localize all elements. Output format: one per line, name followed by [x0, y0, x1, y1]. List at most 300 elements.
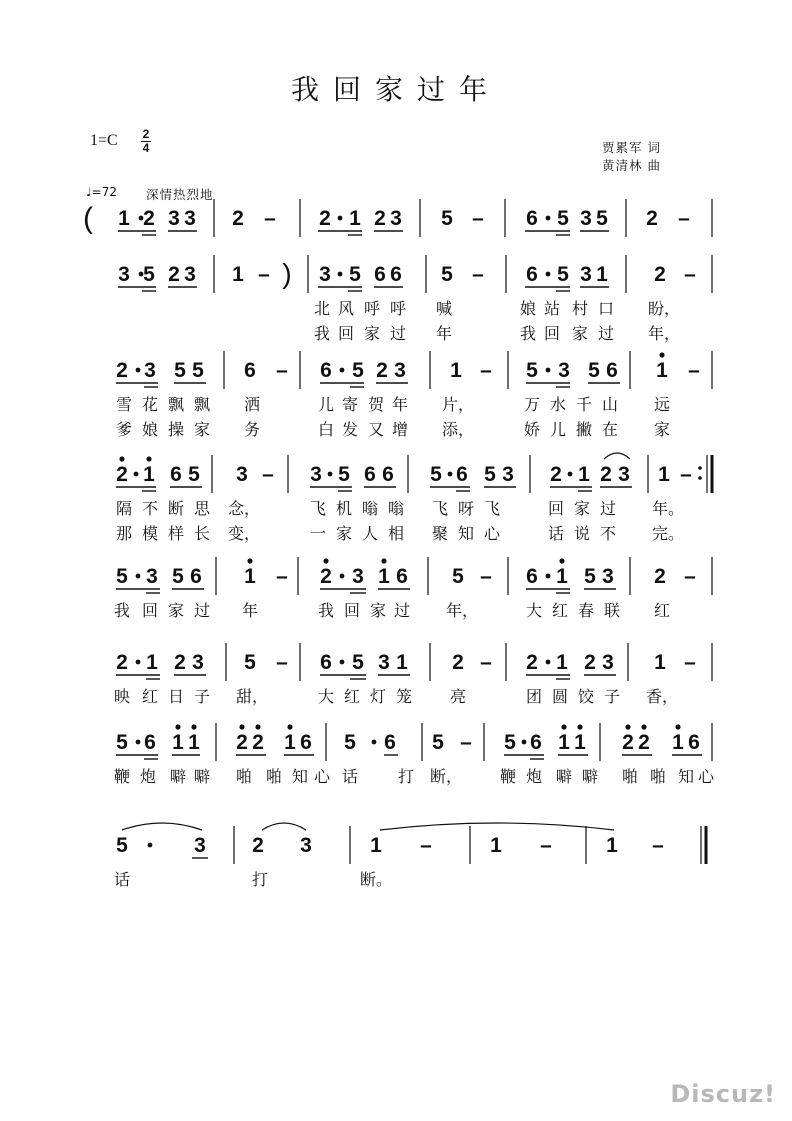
note: 1 [672, 731, 684, 754]
composer-credit: 黄清林 曲 [602, 158, 661, 173]
lyricist-credit: 贾累军 词 [602, 140, 661, 155]
lyric-syllable: 千 [575, 395, 593, 414]
note: 2 [116, 359, 128, 382]
lyric-syllable: 噼 [555, 767, 573, 786]
lyric-syllable: 映 [113, 687, 131, 706]
sustain-dash: – [264, 207, 276, 230]
lyric-syllable: 盼， [647, 299, 681, 318]
lyric-syllable: 回 [337, 324, 355, 343]
note: 5 [352, 359, 364, 382]
sustain-dash: – [652, 834, 664, 857]
lyric-syllable: 红 [653, 601, 671, 620]
lyric-syllable: 话 [341, 767, 359, 786]
note: 5 [344, 731, 356, 754]
augmentation-dot [546, 216, 551, 221]
note: 3 [558, 359, 570, 382]
lyric-syllable: 圆 [551, 687, 569, 706]
note: 3 [378, 651, 390, 674]
lyric-syllable: 红 [551, 601, 569, 620]
lyric-syllable: 过 [193, 601, 211, 620]
lyric-syllable: 站 [543, 299, 561, 318]
sustain-dash: – [276, 565, 288, 588]
lyric-syllable: 话 [113, 870, 131, 889]
lyric-syllable: 红 [343, 687, 361, 706]
augmentation-dot [148, 843, 153, 848]
lyric-syllable: 家 [193, 420, 211, 439]
repeat-dot [698, 466, 702, 470]
note: 5 [352, 651, 364, 674]
note: 5 [441, 207, 453, 230]
augmentation-dot [338, 216, 343, 221]
slur-arc [122, 823, 202, 830]
lyric-syllable: 人 [361, 524, 379, 543]
note: 6 [396, 565, 408, 588]
high-octave-dot [146, 456, 151, 461]
lyric-syllable: 模 [141, 524, 159, 543]
note: 2 [320, 565, 332, 588]
note: 5 [192, 359, 204, 382]
high-octave-dot [641, 724, 646, 729]
augmentation-dot [372, 740, 377, 745]
note: 3 [184, 263, 196, 286]
note: 2 [174, 651, 186, 674]
note: 6 [456, 463, 468, 486]
lyric-syllable: 日 [167, 687, 185, 706]
sustain-dash: – [276, 651, 288, 674]
note: 3 [319, 263, 331, 286]
augmentation-dot [340, 660, 345, 665]
augmentation-dot [328, 472, 333, 477]
time-signature-bottom: 4 [142, 141, 150, 155]
lyric-syllable: 年， [647, 324, 681, 343]
note: 2 [550, 463, 562, 486]
note: 1 [656, 359, 668, 382]
lyric-syllable: 回 [343, 601, 361, 620]
note: 3 [184, 207, 196, 230]
repeat-open-paren: ( [83, 202, 93, 235]
note: 6 [384, 731, 396, 754]
augmentation-dot [340, 574, 345, 579]
lyric-syllable: 断， [429, 767, 463, 786]
note: 1 [658, 463, 670, 486]
lyric-syllable: 亮 [449, 687, 467, 706]
note: 2 [654, 565, 666, 588]
note: 6 [190, 565, 202, 588]
lyric-syllable: 团 [525, 687, 543, 706]
sustain-dash: – [684, 651, 696, 674]
lyric-syllable: 务 [243, 420, 261, 439]
lyric-syllable: 家 [653, 420, 671, 439]
augmentation-dot [338, 272, 343, 277]
lyric-syllable: 子 [603, 687, 621, 706]
note: 5 [584, 565, 596, 588]
lyric-syllable: 万 [523, 395, 541, 414]
time-signature-top: 2 [142, 127, 150, 141]
note: 3 [580, 207, 592, 230]
note: 1 [378, 565, 390, 588]
note: 3 [502, 463, 514, 486]
lyric-syllable: 啪 [649, 767, 667, 786]
note: 6 [606, 359, 618, 382]
augmentation-dot [136, 574, 141, 579]
lyric-syllable: 山 [601, 395, 619, 414]
note: 2 [143, 207, 155, 230]
sustain-dash: – [276, 359, 288, 382]
augmentation-dot [136, 740, 141, 745]
lyric-syllable: 呀 [457, 499, 475, 518]
lyric-syllable: 我 [317, 601, 335, 620]
sustain-dash: – [684, 263, 696, 286]
lyric-syllable: 水 [549, 395, 567, 414]
lyric-syllable: 不 [599, 524, 617, 543]
lyric-syllable: 飘 [167, 395, 185, 414]
high-octave-dot [255, 724, 260, 729]
score-system [116, 351, 712, 439]
high-octave-dot [659, 352, 664, 357]
sustain-dash: – [680, 463, 692, 486]
note: 5 [430, 463, 442, 486]
expression-marking: 深情热烈地 [146, 187, 214, 202]
lyric-syllable: 洒 [243, 395, 261, 414]
note: 3 [390, 207, 402, 230]
note: 6 [300, 731, 312, 754]
lyric-syllable: 一 [309, 524, 327, 543]
lyric-syllable: 回 [547, 499, 565, 518]
augmentation-dot [568, 472, 573, 477]
slur-arc [262, 823, 306, 830]
note: 1 [244, 565, 256, 588]
augmentation-dot [546, 272, 551, 277]
lyric-syllable: 家 [573, 499, 591, 518]
note: 5 [116, 731, 128, 754]
note: 2 [584, 651, 596, 674]
lyric-syllable: 心 [697, 767, 715, 786]
high-octave-dot [381, 558, 386, 563]
lyric-syllable: 隔 [115, 499, 133, 518]
note: 5 [557, 263, 569, 286]
lyric-syllable: 贺 [367, 395, 385, 414]
lyric-syllable: 念， [227, 499, 261, 518]
score-system [114, 643, 712, 706]
sustain-dash: – [480, 359, 492, 382]
note: 3 [146, 565, 158, 588]
lyric-syllable: 飞 [309, 499, 327, 518]
note: 3 [192, 651, 204, 674]
note: 5 [588, 359, 600, 382]
lyric-syllable: 儿 [317, 395, 335, 414]
song-title: 我回家过年 [290, 73, 501, 106]
note: 6 [390, 263, 402, 286]
lyric-syllable: 年， [445, 601, 479, 620]
lyric-syllable: 家 [363, 324, 381, 343]
lyric-syllable: 话 [547, 524, 565, 543]
note: 5 [432, 731, 444, 754]
lyric-syllable: 不 [141, 499, 159, 518]
lyric-syllable: 爹 [115, 420, 133, 439]
note: 1 [396, 651, 408, 674]
note: 2 [116, 463, 128, 486]
lyric-syllable: 北 [313, 299, 331, 318]
sustain-dash: – [688, 359, 700, 382]
augmentation-dot [136, 368, 141, 373]
note: 6 [526, 263, 538, 286]
note: 5 [441, 263, 453, 286]
note: 5 [116, 565, 128, 588]
lyric-syllable: 笼 [395, 687, 413, 706]
lyric-syllable: 村 [571, 299, 589, 318]
lyric-syllable: 飘 [193, 395, 211, 414]
lyric-syllable: 家 [335, 524, 353, 543]
note: 6 [382, 463, 394, 486]
lyric-syllable: 鞭 [113, 767, 131, 786]
score-system [114, 723, 715, 786]
note: 2 [526, 651, 538, 674]
lyric-syllable: 家 [571, 324, 589, 343]
lyric-syllable: 过 [393, 601, 411, 620]
lyric-syllable: 说 [573, 524, 591, 543]
lyric-syllable: 灯 [369, 687, 387, 706]
note: 5 [349, 263, 361, 286]
lyric-syllable: 飞 [431, 499, 449, 518]
augmentation-dot [546, 660, 551, 665]
lyric-syllable: 年 [435, 324, 453, 343]
lyric-syllable: 发 [341, 420, 359, 439]
lyric-syllable: 断 [167, 499, 185, 518]
lyric-syllable: 过 [599, 499, 617, 518]
lyric-syllable: 年。 [651, 499, 685, 518]
note: 6 [170, 463, 182, 486]
note: 2 [168, 263, 180, 286]
lyric-syllable: 增 [391, 420, 409, 439]
score-system [83, 199, 712, 237]
lyric-syllable: 心 [313, 767, 331, 786]
lyric-syllable: 知 [677, 767, 695, 786]
high-octave-dot [675, 724, 680, 729]
note: 3 [144, 359, 156, 382]
lyric-syllable: 撇 [575, 420, 593, 439]
note: 6 [526, 565, 538, 588]
note: 1 [172, 731, 184, 754]
lyric-syllable: 花 [141, 395, 159, 414]
lyric-syllable: 春 [577, 601, 595, 620]
note: 5 [116, 834, 128, 857]
note: 3 [394, 359, 406, 382]
note: 6 [364, 463, 376, 486]
note: 5 [244, 651, 256, 674]
note: 6 [244, 359, 256, 382]
note: 2 [252, 834, 264, 857]
lyric-syllable: 变， [227, 524, 261, 543]
lyric-syllable: 断。 [359, 870, 393, 889]
lyric-syllable: 呼 [363, 299, 381, 318]
note: 1 [232, 263, 244, 286]
note: 2 [638, 731, 650, 754]
note: 5 [338, 463, 350, 486]
note: 1 [596, 263, 608, 286]
high-octave-dot [239, 724, 244, 729]
lyric-syllable: 娘 [519, 299, 537, 318]
note: 2 [376, 359, 388, 382]
high-octave-dot [191, 724, 196, 729]
high-octave-dot [287, 724, 292, 729]
lyric-syllable: 年 [241, 601, 259, 620]
note: 1 [574, 731, 586, 754]
high-octave-dot [119, 456, 124, 461]
note: 6 [320, 651, 332, 674]
lyric-syllable: 完。 [651, 524, 685, 543]
lyric-syllable: 联 [603, 601, 621, 620]
lyric-syllable: 家 [167, 601, 185, 620]
lyric-syllable: 大 [525, 601, 543, 620]
lyric-syllable: 子 [193, 687, 211, 706]
lyric-syllable: 家 [369, 601, 387, 620]
note: 3 [168, 207, 180, 230]
lyric-syllable: 知 [457, 524, 475, 543]
augmentation-dot [136, 660, 141, 665]
sustain-dash: – [258, 263, 270, 286]
sustain-dash: – [684, 565, 696, 588]
note: 6 [320, 359, 332, 382]
note: 2 [319, 207, 331, 230]
sustain-dash: – [480, 651, 492, 674]
lyric-syllable: 儿 [549, 420, 567, 439]
lyric-syllable: 红 [141, 687, 159, 706]
lyric-syllable: 打 [397, 767, 415, 786]
note: 3 [602, 651, 614, 674]
sustain-dash: – [678, 207, 690, 230]
lyric-syllable: 呼 [389, 299, 407, 318]
lyric-syllable: 啪 [265, 767, 283, 786]
high-octave-dot [323, 558, 328, 563]
note: 2 [654, 263, 666, 286]
note: 5 [484, 463, 496, 486]
note: 1 [450, 359, 462, 382]
high-octave-dot [559, 558, 564, 563]
lyric-syllable: 样 [167, 524, 185, 543]
augmentation-dot [340, 368, 345, 373]
lyric-syllable: 我 [113, 601, 131, 620]
lyric-syllable: 嗡 [361, 499, 379, 518]
lyric-syllable: 噼 [193, 767, 211, 786]
note: 3 [310, 463, 322, 486]
lyric-syllable: 娇 [523, 420, 541, 439]
score-system [114, 823, 706, 889]
lyric-syllable: 甜， [235, 687, 269, 706]
lyric-syllable: 心 [483, 524, 501, 543]
lyric-syllable: 噼 [581, 767, 599, 786]
key-signature: 1=C [90, 132, 118, 149]
note: 6 [530, 731, 542, 754]
lyric-syllable: 机 [335, 499, 353, 518]
lyric-syllable: 长 [193, 524, 211, 543]
note: 2 [236, 731, 248, 754]
note: 2 [452, 651, 464, 674]
note: 5 [143, 263, 155, 286]
lyric-syllable: 喊 [435, 299, 453, 318]
lyric-syllable: 饺 [577, 687, 595, 706]
note: 3 [618, 463, 630, 486]
note: 1 [556, 565, 568, 588]
slur-arc [380, 823, 614, 830]
note: 5 [504, 731, 516, 754]
lyric-syllable: 嗡 [387, 499, 405, 518]
high-octave-dot [577, 724, 582, 729]
lyric-syllable: 思 [193, 499, 211, 518]
lyric-syllable: 过 [597, 324, 615, 343]
note: 1 [370, 834, 382, 857]
note: 1 [578, 463, 590, 486]
lyric-syllable: 鞭 [499, 767, 517, 786]
note: 5 [172, 565, 184, 588]
note: 3 [194, 834, 206, 857]
sustain-dash: – [460, 731, 472, 754]
sustain-dash: – [472, 263, 484, 286]
note: 3 [580, 263, 592, 286]
note: 1 [118, 207, 130, 230]
high-octave-dot [175, 724, 180, 729]
repeat-dot [698, 476, 702, 480]
note: 1 [143, 463, 155, 486]
note: 5 [526, 359, 538, 382]
note: 2 [232, 207, 244, 230]
lyric-syllable: 口 [597, 299, 615, 318]
lyric-syllable: 飞 [483, 499, 501, 518]
note: 5 [557, 207, 569, 230]
lyric-syllable: 年 [391, 395, 409, 414]
lyric-syllable: 白 [317, 420, 335, 439]
watermark: Discuz! [670, 1080, 776, 1108]
lyric-syllable: 片， [441, 395, 475, 414]
sustain-dash: – [480, 565, 492, 588]
note: 5 [452, 565, 464, 588]
score-system [114, 557, 712, 620]
score-system [116, 453, 712, 543]
lyric-syllable: 操 [167, 420, 185, 439]
note: 2 [252, 731, 264, 754]
augmentation-dot [448, 472, 453, 477]
lyric-syllable: 回 [543, 324, 561, 343]
lyric-syllable: 聚 [431, 524, 449, 543]
note: 6 [374, 263, 386, 286]
note: 6 [144, 731, 156, 754]
lyric-syllable: 雪 [115, 395, 133, 414]
note: 1 [606, 834, 618, 857]
tempo-marking: ♩=72 [86, 185, 117, 199]
lyric-syllable: 过 [389, 324, 407, 343]
sustain-dash: – [262, 463, 274, 486]
lyric-syllable: 炮 [525, 767, 543, 786]
note: 1 [556, 651, 568, 674]
repeat-close-paren: ) [282, 258, 292, 289]
note: 3 [236, 463, 248, 486]
note: 2 [116, 651, 128, 674]
note: 3 [602, 565, 614, 588]
lyric-syllable: 那 [115, 524, 133, 543]
note: 2 [374, 207, 386, 230]
note: 5 [596, 207, 608, 230]
augmentation-dot [134, 472, 139, 477]
lyric-syllable: 炮 [139, 767, 157, 786]
note: 5 [174, 359, 186, 382]
high-octave-dot [625, 724, 630, 729]
lyric-syllable: 我 [519, 324, 537, 343]
note: 1 [490, 834, 502, 857]
lyric-syllable: 相 [387, 524, 405, 543]
high-octave-dot [247, 558, 252, 563]
sustain-dash: – [540, 834, 552, 857]
lyric-syllable: 娘 [141, 420, 159, 439]
lyric-syllable: 大 [317, 687, 335, 706]
